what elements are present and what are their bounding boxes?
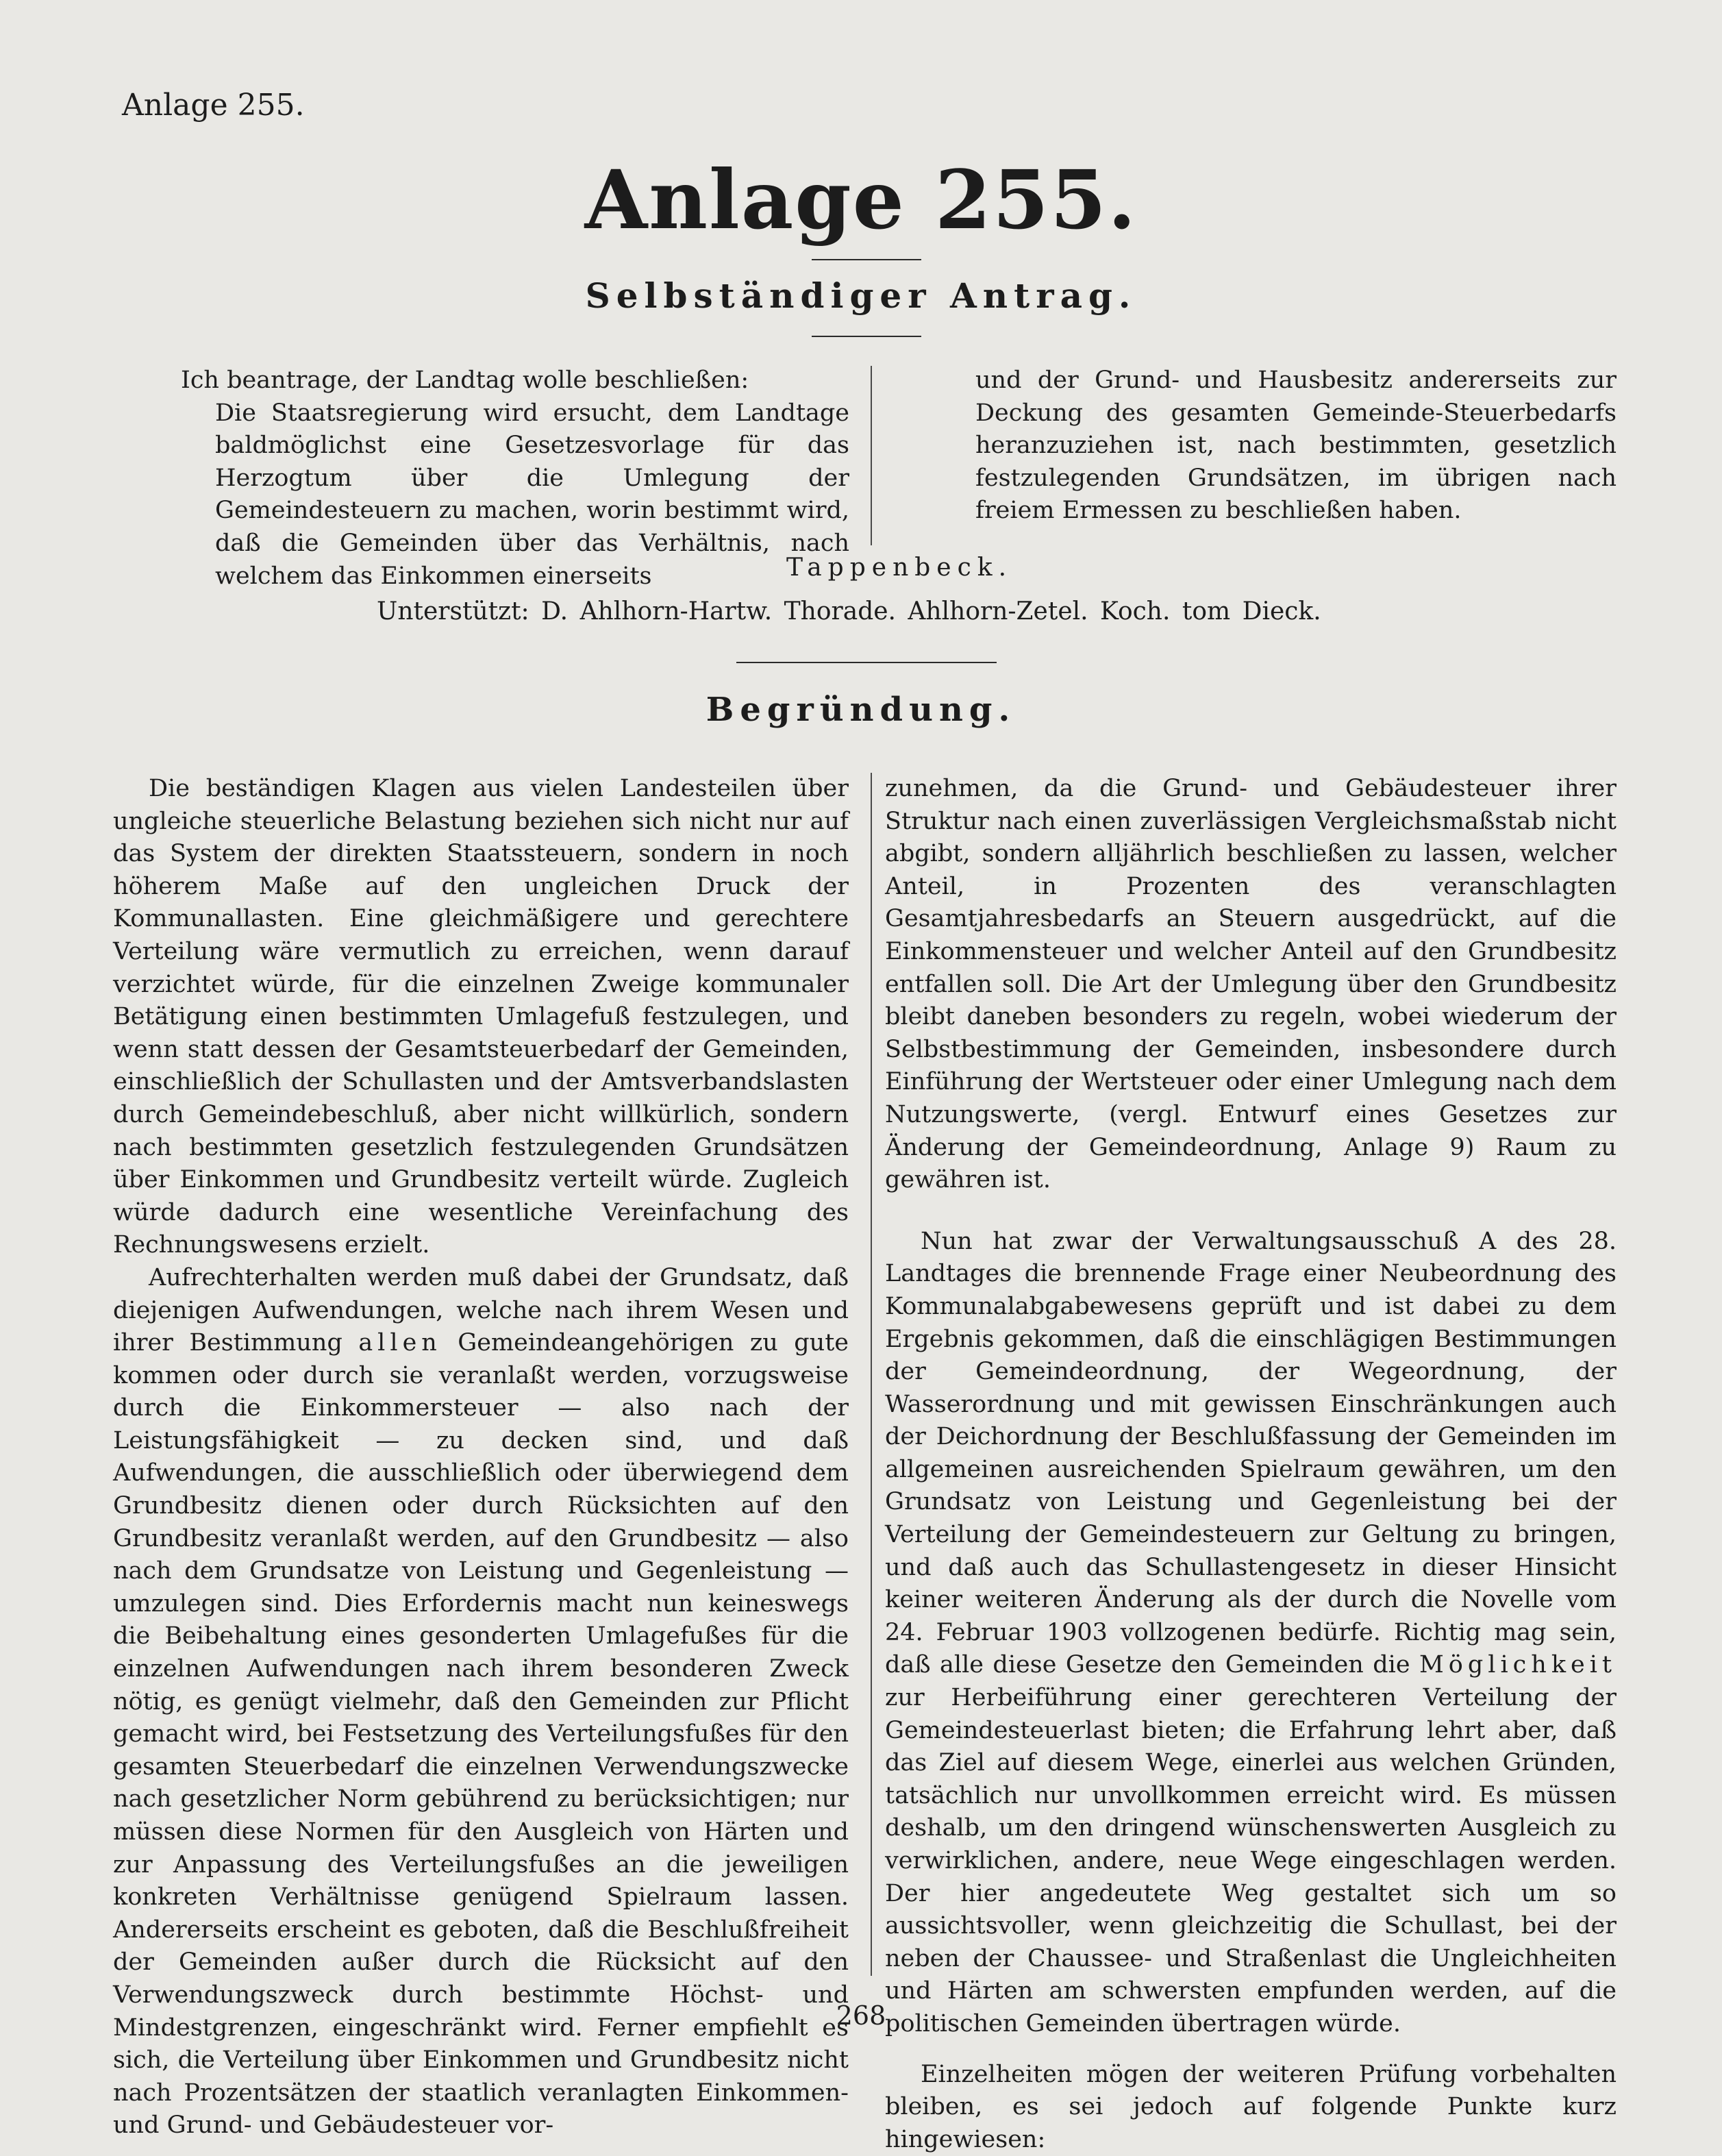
antrag-column-divider xyxy=(871,366,872,545)
supporters-line: Unterstützt: D. Ahlhorn-Hartw. Thorade. Ahlhorn-Zetel. Koch. tom Dieck. xyxy=(377,597,1321,625)
title-rule xyxy=(812,259,921,260)
running-head: Anlage 255. xyxy=(122,88,305,123)
begruendung-right-column xyxy=(885,773,1617,2156)
antrag-left-body: Die Staatsregierung wird ersucht, dem Landtage baldmöglichst eine Gesetzesvorlage für das Herzogtum über die Umlegung der Gemeindesteuern zu machen, worin bestimmt wird, daß die Gemeinden über das Verhältnis, nach welchem das Einkommen einerseits xyxy=(215,399,849,590)
left-paragraph-2-end: Gemeindeangehörigen zu gute kommen oder durch sie veranlaßt werden, vorzugsweise durch die Einkommersteuer — also nach der Leistungsfähigkeit — zu decken sind, und daß Aufwendungen, die ausschließlich oder überwiegend dem Grundbesitz dienen oder durch Rücksichten auf den Grundbesitz veranlaßt werden, auf den Grundbesitz — also nach dem Grundsatze von Leistung und Gegenleistung — umzulegen sind. Dies Erfordernis macht nun keineswegs die Beibehaltung eines gesonderten Umlagefußes für die einzelnen Aufwendungen nach ihrem besonderen Zweck nötig, es genügt vielmehr, daß den Gemeinden zur Pflicht gemacht wird, bei Festsetzung des Verteilungsfußes für den gesamten Steuerbedarf die einzelnen Verwendungszwecke nach gesetzlicher Norm gebührend zu berücksichtigen; nur müssen diese Normen für den Ausgleich von Härten und zur Anpassung des Verteilungsfußes an die jeweiligen konkreten Verhältnisse genügend Spielraum lassen. Andererseits erscheint es geboten, daß die Beschlußfreiheit der Gemeinden außer durch die Rücksicht auf den Verwendungszweck durch bestimmte Höchst- und Mindestgrenzen, eingeschränkt wird. Ferner empfiehlt es sich, die Verteilung über Einkommen und Grundbesitz nicht nach Prozentsätzen der staatlich veranlagten Einkommen- und Grund- und Gebäudesteuer vor- xyxy=(113,1329,849,2140)
begruendung-left-paragraph-1: Die beständigen Klagen aus vielen Landesteilen über ungleiche steuerliche Belastung beziehen sich nicht nur auf das System der direkten Staatssteuern, sondern in noch höherem Maße auf den ungleichen Druck der Kommunallasten. Eine gleichmäßigere und gerechtere Verteilung wäre vermutlich zu erreichen, wenn darauf verzichtet würde, für die einzelnen Zweige kommunaler Betätigung einen bestimmten Umlagefuß festzulegen, und wenn statt dessen der Gesamtsteuerbedarf der Gemeinden, einschließlich der Schullasten und der Amtsverbandslasten durch Gemeindebeschluß, aber nicht willkürlich, sondern nach bestimmten gesetzlich festzulegenden Grundsätzen über Einkommen und Grundbesitz verteilt würde. Zugleich würde dadurch eine wesentliche Vereinfachung des Rechnungswesens erzielt. xyxy=(113,775,849,1259)
emphasis-moeglichkeit: Möglichkeit xyxy=(1419,1651,1617,1679)
left-paragraph-2-start: Aufrechterhalten werden muß dabei der Grundsatz, daß diejenigen Aufwendungen, welche nach ihrem Wesen und ihrer Bestimmung xyxy=(113,1263,849,1357)
begruendung-heading: Begründung. xyxy=(706,691,1016,729)
antrag-intro: Ich beantrage, der Landtag wolle beschließen: xyxy=(181,367,749,394)
antrag-left-column xyxy=(181,364,849,593)
antrag-rule xyxy=(812,336,921,337)
signer-name: Tappenbeck. xyxy=(786,554,1013,582)
right-paragraph-2-start: Nun hat zwar der Verwaltungsausschuß A des 28. Landtages die brennende Frage einer Neubeordnung des Kommunalabgabewesens geprüft und ist dabei zu dem Ergebnis gekommen, daß die einschlägigen Bestimmungen der Gemeindeordnung, der Wegeordnung, der Wasserordnung und mit gewissen Einschränkungen auch der Deichordnung der Beschlußfassung der Gemeinden im allgemeinen ausreichenden Spielraum gewähren, um den Grundsatz von Leistung und Gegenleistung bei der Verteilung der Gemeindesteuern zur Geltung zu bringen, und daß auch das Schullastengesetz in dieser Hinsicht keiner weiteren Änderung als der durch die Novelle vom 24. Februar 1903 vollzogenen bedürfe. Richtig mag sein, daß alle diese Gesetze den Gemeinden die xyxy=(885,1227,1617,1679)
antrag-right-body: und der Grund- und Hausbesitz andererseits zur Deckung des gesamten Gemeinde-Steuerbedarfs heranzuziehen ist, nach bestimmten, gesetzlich festzulegenden Grundsätzen, im übrigen nach freiem Ermessen zu beschließen haben. xyxy=(975,367,1617,525)
begruendung-left-column xyxy=(113,773,849,2142)
right-paragraph-2-end: zur Herbeiführung einer gerechteren Verteilung der Gemeindesteuerlast bieten; die Erfahrung lehrt aber, daß das Ziel auf diesem Wege, einerlei aus welchen Gründen, tatsächlich nur unvollkommen erreicht wird. Es müssen deshalb, um den dringend wünschenswerten Ausgleich zu verwirklichen, andere, neue Wege eingeschlagen werden. Der hier angedeutete Weg gestaltet sich um so aussichtsvoller, wenn gleichzeitig die Schullast, bei der neben der Chaussee- und Straßenlast die Ungleichheiten und Härten am schwersten empfunden werden, auf die politischen Gemeinden übertragen würde. xyxy=(885,1684,1617,2037)
begruendung-right-paragraph-3: Einzelheiten mögen der weiteren Prüfung vorbehalten bleiben, es sei jedoch auf folgende Punkte kurz hingewiesen: xyxy=(885,2060,1617,2153)
begruendung-column-divider xyxy=(871,773,872,1976)
page-number: 268 xyxy=(836,2000,886,2031)
page-title: Anlage 255. xyxy=(584,152,1138,247)
antrag-heading: Selbständiger Antrag. xyxy=(585,275,1137,316)
begruendung-right-paragraph-2 xyxy=(885,1226,1617,2041)
antrag-right-column xyxy=(975,364,1617,528)
begruendung-right-paragraph-1: zunehmen, da die Grund- und Gebäudesteuer ihrer Struktur nach einen zuverlässigen Vergleichsmaßstab nicht abgibt, sondern alljährlich beschließen zu lassen, welcher Anteil, in Prozenten des veranschlagten Gesamtjahresbedarfs an Steuern ausgedrückt, auf die Einkommensteuer und welcher Anteil auf den Grundbesitz entfallen soll. Die Art der Umlegung über den Grundbesitz bleibt daneben besonders zu regeln, wobei wiederum der Selbstbestimmung der Gemeinden, insbesondere durch Einführung der Wertsteuer oder einer Umlegung nach dem Nutzungswerte, (vergl. Entwurf eines Gesetzes zur Änderung der Gemeindeordnung, Anlage 9) Raum zu gewähren ist. xyxy=(885,775,1617,1194)
section-rule xyxy=(736,662,997,663)
emphasis-allen: allen xyxy=(358,1329,442,1357)
